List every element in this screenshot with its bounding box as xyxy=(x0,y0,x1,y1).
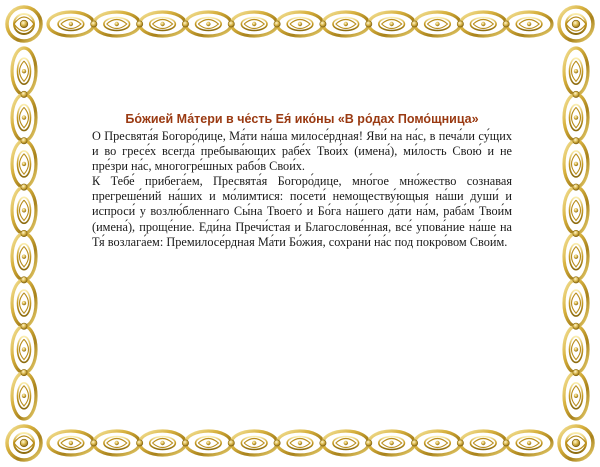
frame-ornament xyxy=(503,431,552,455)
frame-ornament xyxy=(564,230,588,280)
frame-ornament xyxy=(274,431,323,455)
frame-ornament xyxy=(91,431,140,455)
frame-ornament xyxy=(366,12,415,36)
frame-ornament xyxy=(228,431,277,455)
prayer-paragraph-1: О Пресвята́я Богоро́дице, Ма́ти на́ша милосе́рдная! Яви́ на на́с, в печа́ли су́щих и во гресе́х всегда́ пребыва́ющих рабе́х Твои́х (имена́), ми́лость Свою́ и не пре́зри на́с, многогре́шных рабо́в Свои́х. xyxy=(92,129,512,174)
frame-corner-ornament xyxy=(7,7,41,41)
frame-ornament xyxy=(411,12,460,36)
frame-ornament xyxy=(12,277,36,327)
frame-ornament xyxy=(48,12,94,36)
frame-ornament xyxy=(182,431,231,455)
frame-ornament xyxy=(182,12,231,36)
frame-ornament xyxy=(12,184,36,234)
frame-ornament xyxy=(12,323,36,373)
frame-ornament xyxy=(274,12,323,36)
frame-ornament xyxy=(457,431,506,455)
frame-ornament xyxy=(12,138,36,188)
frame-bottom-border xyxy=(48,431,552,455)
frame-corner-ornament xyxy=(559,426,593,460)
frame-ornament xyxy=(503,12,552,36)
frame-ornament xyxy=(136,12,185,36)
frame-ornament xyxy=(564,91,588,141)
prayer-paragraph-2: К Тебе́ прибега́ем, Пресвята́я Богоро́дице, мно́гое мно́жество сознавая прегреше́ний на́ших и мо́лимтися: посети́ немоществу́ющыя на́ши души́ и испроси́ у возлю́бленнаго Сы́на Твоего́ и Бо́га на́шего да́ти на́м, раба́м Твои́м (имена́), проще́ние. Еди́на Пречи́стая и Благослове́нная, все́ упова́ние на́ше на Тя́ возлага́ем: Премилосе́рдная Ма́ти Бо́жия, сохрани́ на́с под покро́вом Свои́м. xyxy=(92,174,512,249)
frame-ornament xyxy=(48,431,94,455)
prayer-title: Бо́жией Ма́тери в че́сть Ея́ ико́ны «В ро́дах Помо́щница» xyxy=(125,112,479,126)
frame-ornament xyxy=(564,138,588,188)
frame-ornament xyxy=(12,91,36,141)
frame-ornament xyxy=(320,12,369,36)
frame-corner-ornament xyxy=(559,7,593,41)
frame-top-border xyxy=(48,12,552,36)
frame-ornament xyxy=(457,12,506,36)
frame-ornament xyxy=(411,431,460,455)
frame-ornament xyxy=(366,431,415,455)
frame-left-border xyxy=(12,48,36,419)
frame-ornament xyxy=(91,12,140,36)
frame-ornament xyxy=(12,230,36,280)
frame-ornament xyxy=(564,277,588,327)
frame-ornament xyxy=(564,48,588,94)
frame-ornament xyxy=(320,431,369,455)
frame-ornament xyxy=(564,369,588,419)
frame-ornament xyxy=(228,12,277,36)
frame-ornament xyxy=(136,431,185,455)
frame-ornament xyxy=(564,323,588,373)
frame-ornament xyxy=(12,48,36,94)
frame-ornament xyxy=(12,369,36,419)
frame-corner-ornament xyxy=(7,426,41,460)
prayer-text-block xyxy=(92,112,512,250)
frame-ornament xyxy=(564,184,588,234)
frame-right-border xyxy=(564,48,588,419)
